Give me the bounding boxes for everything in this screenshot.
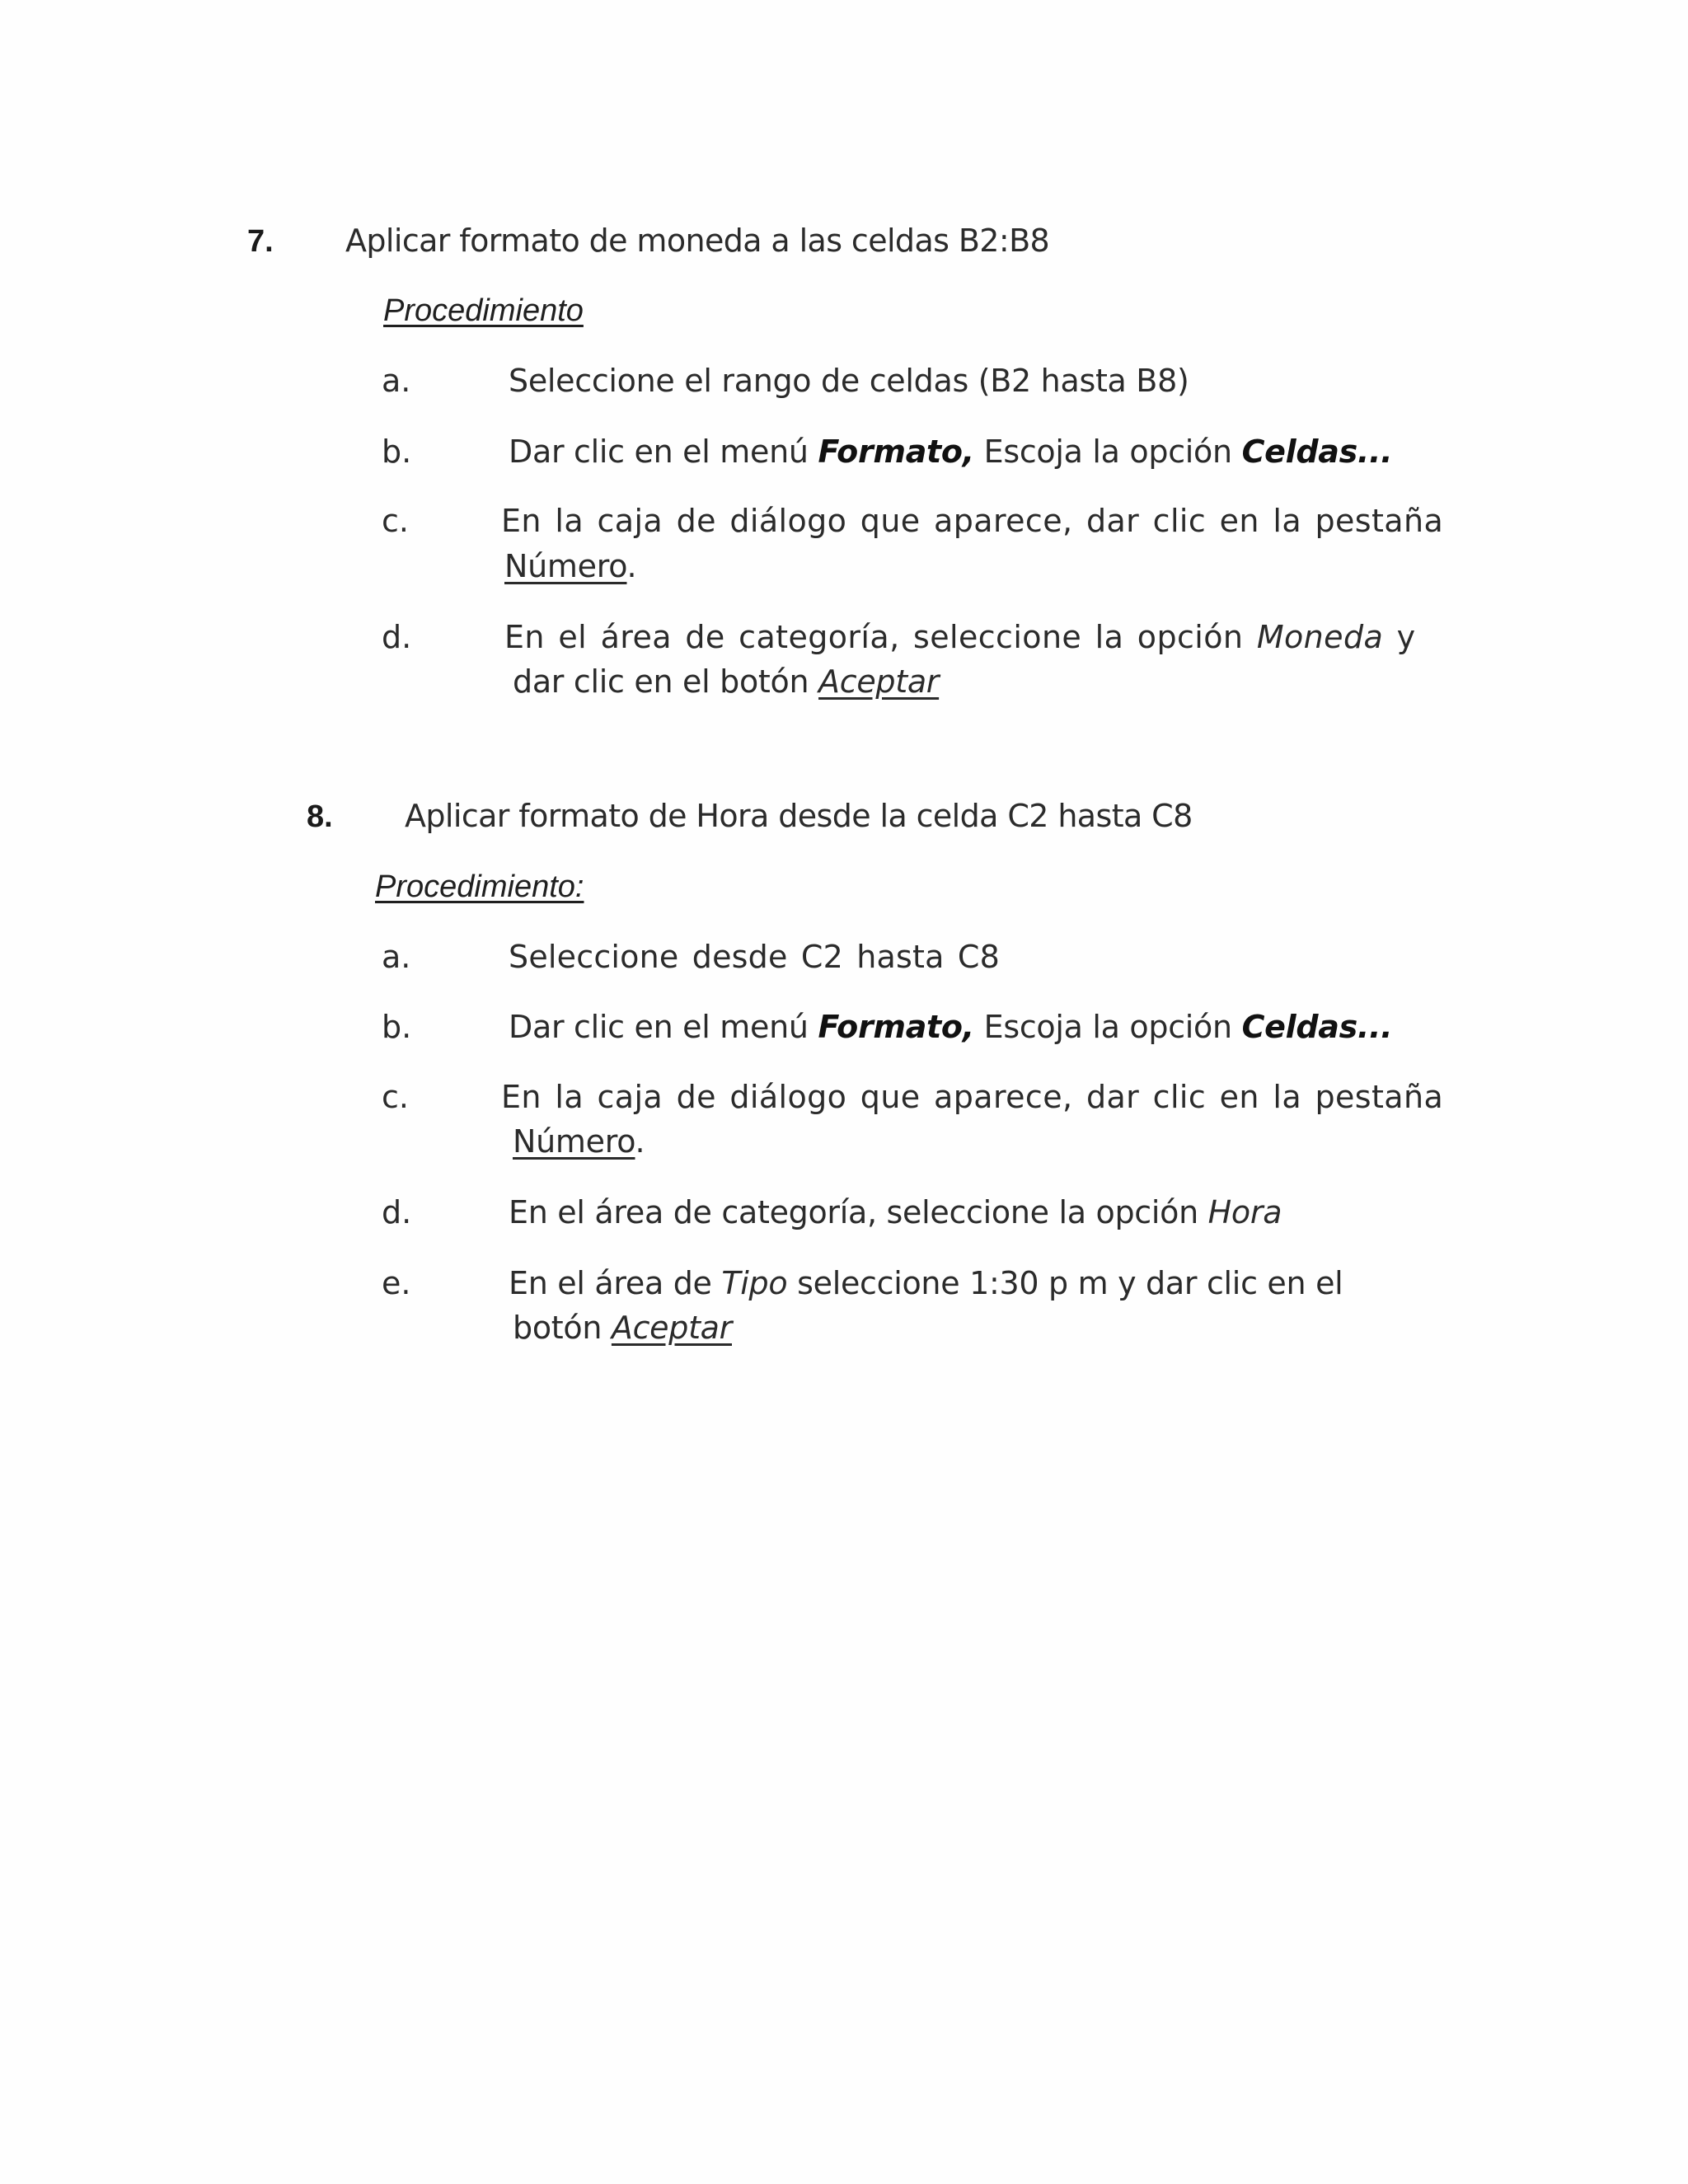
step-text: En el área de Tipo seleccione 1:30 p m y dar clic en el <box>509 1265 1343 1301</box>
step-letter: c. <box>382 1079 409 1115</box>
option-name-celdas: Celdas... <box>1241 434 1393 470</box>
section-title: Aplicar formato de Hora desde la celda C2 hasta C8 <box>405 798 1193 834</box>
step-text: En la caja de diálogo que aparece, dar clic en la pestaña <box>501 503 1444 539</box>
menu-name-formato: Formato, <box>818 434 974 470</box>
step-text-line2: Número. <box>513 1123 645 1160</box>
step-text: Seleccione el rango de celdas (B2 hasta B8) <box>509 363 1189 399</box>
step-text: Seleccione desde C2 hasta C8 <box>509 939 1000 975</box>
procedure-label: Procedimiento: <box>375 869 584 904</box>
section-title: Aplicar formato de moneda a las celdas B2:B8 <box>345 223 1050 259</box>
step-text-line2: botón Aceptar <box>513 1310 732 1346</box>
step-letter: b. <box>382 434 412 470</box>
step-letter: b. <box>382 1009 412 1045</box>
step-text: En el área de categoría, seleccione la opción Moneda y <box>504 619 1416 655</box>
step-letter: a. <box>382 363 411 399</box>
step-letter: d. <box>382 619 412 655</box>
button-name-aceptar: Aceptar <box>611 1310 732 1346</box>
procedure-label: Procedimiento <box>383 293 584 328</box>
tab-name-numero: Número <box>504 548 627 584</box>
step-text: En la caja de diálogo que aparece, dar clic en la pestaña <box>501 1079 1444 1115</box>
step-text: Dar clic en el menú Formato, Escoja la opción Celdas... <box>509 1009 1393 1045</box>
option-name-celdas: Celdas... <box>1241 1009 1393 1045</box>
step-letter: a. <box>382 939 411 975</box>
step-text-line2: Número. <box>504 548 637 584</box>
step-text-line2: dar clic en el botón Aceptar <box>513 663 940 700</box>
menu-name-formato: Formato, <box>818 1009 974 1045</box>
button-name-aceptar: Aceptar <box>818 663 940 700</box>
step-letter: c. <box>382 503 409 539</box>
step-text: En el área de categoría, seleccione la opción Hora <box>509 1194 1282 1230</box>
step-letter: e. <box>382 1265 411 1301</box>
section-number: 7. <box>247 224 274 259</box>
tab-name-numero: Número <box>513 1123 635 1160</box>
step-letter: d. <box>382 1194 412 1230</box>
step-text: Dar clic en el menú Formato, Escoja la opción Celdas... <box>509 434 1393 470</box>
section-number: 8. <box>307 799 333 834</box>
